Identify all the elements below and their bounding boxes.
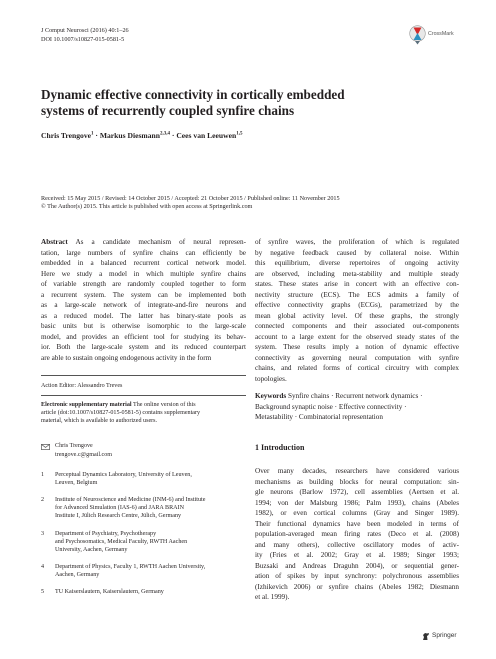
abstract-heading: Abstract — [41, 238, 68, 246]
abstract-line: states. These states arise in concert with an effective con- — [255, 280, 459, 288]
affiliation-item — [41, 588, 246, 598]
affiliation-item — [41, 471, 246, 489]
keywords-heading: Keywords — [255, 392, 287, 400]
title-line-2: systems of recurrently coupled synfire chains — [41, 103, 295, 118]
title-line-1: Dynamic effective connectivity in cortically embedded — [41, 87, 345, 102]
affiliation-item — [41, 530, 246, 556]
abstract-line: are observed, including meta-stability and multiple steady — [255, 269, 459, 278]
introduction-line: population-averaged mean firing rates (Deco et al. (2008) — [255, 530, 459, 538]
affiliation-number: 4 — [41, 564, 45, 570]
author-2[interactable]: Markus Diesmann — [99, 131, 160, 140]
abstract-line: this equilibrium, diverse repertoires of ongoing activity — [255, 259, 459, 267]
keywords-line-1: Synfire chains · Recurrent network dynamics · — [287, 392, 423, 400]
introduction-line: (Izhikevich 2006) or synfire chains (Abeles 1982; Diesmann — [255, 582, 459, 591]
abstract-line: embedded in a balanced recurrent cortical network model. — [41, 259, 246, 267]
abstract-line: as a reduced model. The latter has binary-state pools as — [41, 311, 246, 320]
abstract-line: are able to sustain ongoing endogenous activity in the form — [41, 353, 212, 362]
affiliation-text: Department of Psychiatry, Psychotherapy and Psychosomatics, Medical Faculty, RWTH Aachen University, Aachen, Germany — [55, 531, 188, 554]
abstract-line: connected components and their associated out-components — [255, 322, 459, 330]
author-2-affiliation: 2,3,4 — [159, 131, 170, 137]
abstract-line: of synfire waves, the proliferation of which is regulated — [255, 238, 459, 246]
abstract-line: Here we study a model in which multiple synfire chains — [41, 269, 246, 278]
author-3-affiliation: 1,5 — [236, 131, 243, 137]
abstract-body-left — [41, 237, 246, 363]
action-editor: Action Editor: Alessandro Treves — [41, 383, 123, 389]
affiliation-number: 3 — [41, 531, 45, 537]
divider — [41, 375, 246, 376]
crossmark-label: CrossMark — [428, 31, 454, 37]
affiliation-number: 2 — [41, 497, 45, 503]
esm-line-2: article (doi:10.1007/s10827-015-0581-5) contains supplementary — [41, 410, 201, 417]
affiliation-item — [41, 496, 246, 522]
introduction-line: Buzsaki and Andreas Draguhn 2004), or sequential gener- — [255, 561, 459, 570]
keywords-line-2: Background synaptic noise · Effective connectivity · — [255, 402, 407, 411]
author-1-affiliation: 1 — [91, 131, 94, 137]
abstract-text: As a candidate mechanism of neural represen- — [75, 238, 246, 246]
correspondence — [41, 442, 246, 462]
abstract-line: by negative feedback caused by collateral noise. Within — [255, 248, 459, 257]
introduction-line: mechanisms as building blocks for neural computation: sin- — [255, 477, 459, 486]
abstract-line: tation, large numbers of synfire chains can efficiently be — [41, 248, 246, 257]
doi[interactable]: DOI 10.1007/s10827-015-0581-5 — [41, 36, 125, 43]
abstract-line: model, and provides an efficient tool for studying its behav- — [41, 332, 246, 341]
article-history — [41, 195, 340, 211]
affiliations — [41, 471, 246, 611]
author-separator: · — [169, 131, 177, 140]
divider — [41, 395, 246, 396]
author-separator: · — [93, 131, 100, 140]
abstract-line: of variable strength are randomly coupled together to form — [41, 280, 246, 288]
introduction-body — [255, 466, 459, 603]
envelope-icon — [41, 444, 50, 450]
affiliation-text: Perceptual Dynamics Laboratory, University of Leuven, Leuven, Belgium — [55, 472, 192, 487]
affiliation-text: Department of Physics, Faculty 1, RWTH Aachen University, Aachen, Germany — [55, 564, 206, 579]
author-1[interactable]: Chris Trengove — [41, 131, 91, 140]
abstract-right-column — [255, 237, 459, 384]
crossmark-badge[interactable] — [409, 25, 459, 47]
affiliation-item — [41, 563, 246, 581]
introduction-line: and many others), collective oscillatory modes of activ- — [255, 540, 459, 549]
affiliation-text: TU Kaiserslautern, Kaiserslautern, Germany — [55, 589, 164, 595]
publisher-name: Springer — [432, 632, 457, 639]
history-dates: Received: 15 May 2015 / Revised: 14 October 2015 / Accepted: 21 October 2015 / Published online: 11 November 2015 — [41, 195, 340, 202]
article-title — [41, 87, 441, 119]
introduction-line: Over many decades, researchers have considered various — [255, 467, 459, 475]
abstract-line — [41, 237, 246, 248]
abstract-line: topologies. — [255, 374, 287, 383]
email-link[interactable]: trengove.c@gmail.com — [55, 452, 113, 458]
keywords-line-3: Metastability · Combinatorial representation — [255, 413, 383, 421]
crossmark-icon — [409, 25, 426, 45]
esm-line-3: material, which is available to authorized users. — [41, 418, 158, 425]
introduction-line: ity (Fries et al. 2002; Gray et al. 1989; Singer 1993; — [255, 551, 459, 559]
author-3[interactable]: Cees van Leeuwen — [176, 131, 237, 140]
abstract-line: a recurrent system. The system can be implemented both — [41, 290, 246, 299]
esm-line-1: The online version of this — [133, 402, 196, 408]
abstract-line: system. These results imply a notion of dynamic effective — [255, 343, 459, 351]
affiliation-number: 5 — [41, 589, 45, 595]
publisher-logo — [422, 631, 462, 643]
abstract-line: mean global activity level. Of these graphs, the strongly — [255, 311, 459, 320]
abstract-line: ior. Both the large-scale system and its reduced counterpart — [41, 343, 246, 351]
affiliation-number: 1 — [41, 472, 45, 478]
introduction-line: 1982), or even cortical columns (Gray and Singer 1989). — [255, 509, 459, 517]
abstract-left-column — [41, 237, 246, 363]
author-list — [41, 131, 242, 140]
introduction-line: et al. 1999). — [255, 593, 290, 601]
section-heading-introduction: 1 Introduction — [255, 443, 305, 452]
abstract-line: effective connectivity graphs (ECGs), parametrized by the — [255, 301, 459, 309]
abstract-line: chains, and related forms of cortical circuitry with complex — [255, 364, 459, 372]
abstract-line: connectivity as governing neural computation with synfire — [255, 353, 459, 362]
abstract-line: nectivity structure (ECS). The ECS admits a family of — [255, 290, 459, 299]
abstract-line: account to a large extent for the observed steady states of the — [255, 332, 459, 341]
introduction-text — [255, 466, 459, 603]
introduction-line: gle neurons (Barlow 1972), cell assemblies (Aertsen et al. — [255, 488, 459, 496]
copyright-notice: © The Author(s) 2015. This article is published with open access at Springerlink.com — [41, 203, 253, 210]
esm-note — [41, 401, 246, 426]
introduction-line: 1994; von der Malsburg 1986; Palm 1993), chains (Abeles — [255, 498, 459, 507]
springer-horse-icon — [422, 632, 430, 641]
keywords — [255, 391, 459, 423]
introduction-line: ation of spikes by input synchrony: polychronous assemblies — [255, 572, 459, 580]
abstract-line: basic units but is otherwise isomorphic to the large-scale — [41, 322, 246, 330]
journal-reference: J Comput Neurosci (2016) 40:1–26 — [41, 27, 129, 34]
abstract-line: as a large-scale network of integrate-and-fire neurons and — [41, 301, 246, 309]
corresponding-author: Chris Trengove — [55, 443, 93, 449]
esm-heading: Electronic supplementary material — [41, 402, 132, 408]
affiliation-text: Institute of Neuroscience and Medicine (INM-6) and Institute for Advanced Simulation (IAS-6) and JARA BRAIN Institute I, Jülich Research Centre, Jülich, Germany — [55, 497, 206, 520]
abstract-body-right — [255, 237, 459, 384]
introduction-line: Their functional dynamics have been modeled in terms of — [255, 519, 459, 528]
